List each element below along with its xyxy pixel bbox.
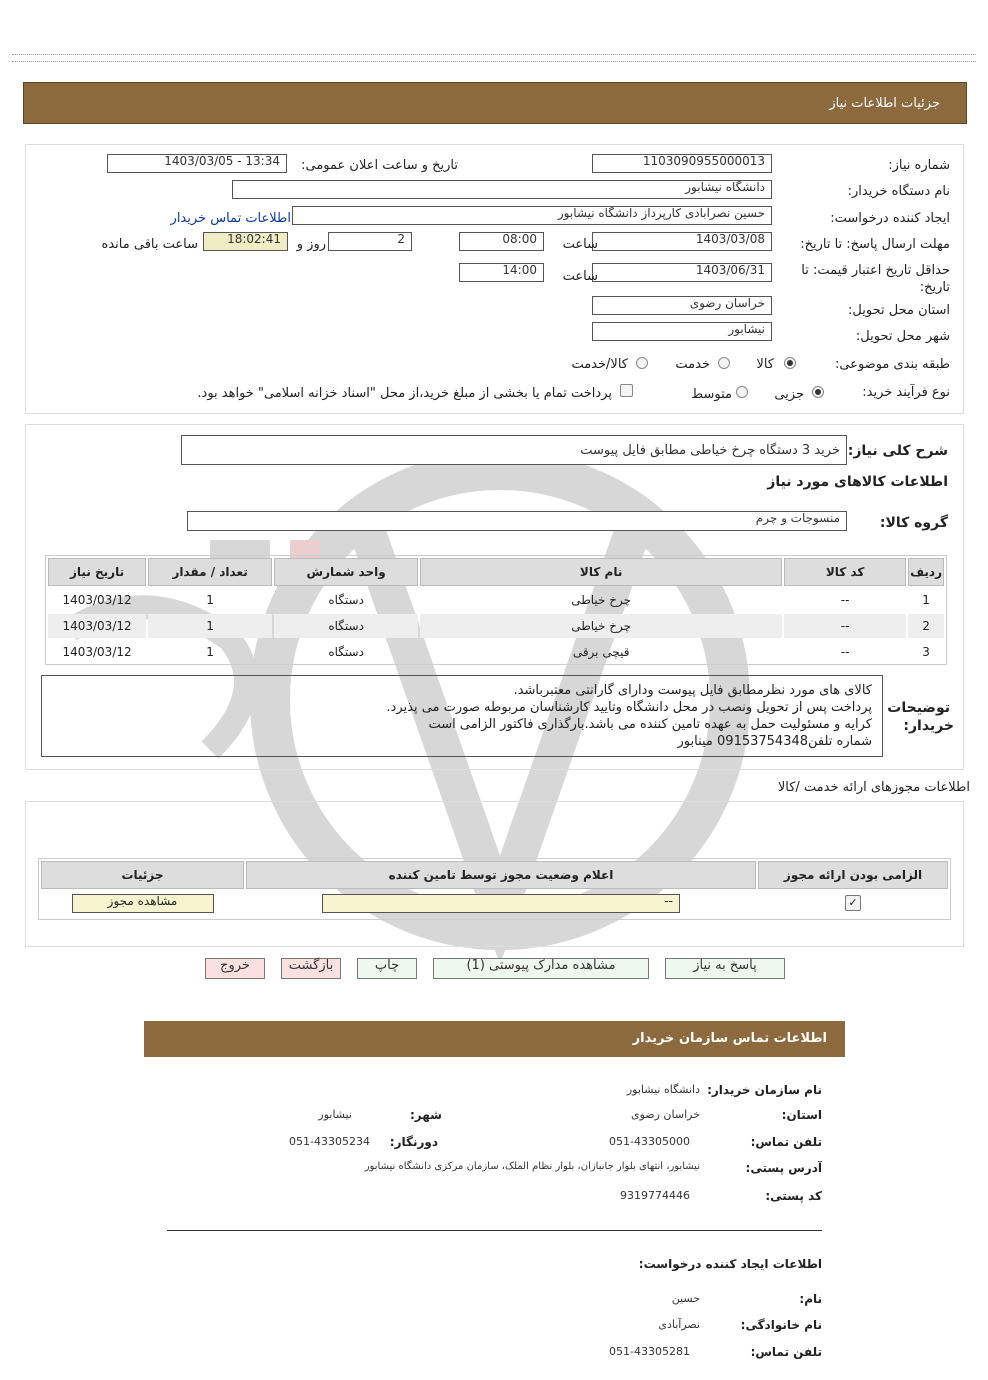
goods-table — [46, 556, 946, 666]
creator-label: ایجاد کننده درخواست: — [830, 211, 950, 226]
buyer-contact-link[interactable]: اطلاعات تماس خریدار — [170, 211, 291, 226]
table-row — [48, 614, 944, 638]
buyer-notes-box — [41, 675, 883, 757]
cell-name: چرخ خیاطی — [420, 614, 782, 638]
validity-date-field: 1403/06/31 — [592, 263, 772, 282]
permit-status-field: -- — [322, 894, 680, 913]
cell-date: 1403/03/12 — [48, 614, 146, 638]
col-details: جزئیات — [41, 861, 244, 889]
notes-line: پرداخت پس از تحویل ونصب در محل دانشگاه وتایید کارشناسان مربوطه صورت می پذیرد. — [386, 700, 872, 715]
notes-line: کالای های مورد نظرمطابق فایل پیوست ودارای گارانتی معتبرباشد. — [513, 683, 872, 698]
exit-button[interactable]: خروج — [205, 958, 265, 979]
contact-province-value: خراسان رضوی — [630, 1108, 700, 1121]
deadline-label: مهلت ارسال پاسخ: تا تاریخ: — [800, 237, 950, 252]
creator-name-label: نام: — [799, 1292, 822, 1306]
contact-address-value: نیشابور، انتهای بلوار جانبازان، بلوار نظام الملک، سازمان مرکزی دانشگاه نیشابور — [364, 1161, 700, 1172]
contact-header-bar — [144, 1021, 845, 1057]
cell-row: 2 — [908, 614, 944, 638]
validity-label: حداقل تاریخ اعتبار قیمت: تا تاریخ: — [801, 263, 950, 295]
days-remaining-field: 2 — [328, 232, 412, 251]
table-row — [48, 640, 944, 664]
buyer-org-label: نام دستگاه خریدار: — [847, 184, 950, 199]
cell-code: -- — [840, 593, 850, 607]
contact-divider — [167, 1230, 822, 1231]
need-number-label: شماره نیاز: — [888, 158, 950, 173]
page-title: جزئیات اطلاعات نیاز — [829, 96, 940, 111]
table-row — [48, 588, 944, 612]
cell-status — [246, 891, 756, 915]
creator-info-title: اطلاعات ایجاد کننده درخواست: — [638, 1257, 822, 1271]
category-goods-text: کالا — [756, 357, 774, 372]
reply-button[interactable]: پاسخ به نیاز — [665, 958, 785, 979]
cell-row: 3 — [922, 645, 930, 659]
announce-date-field: 1403/03/05 - 13:34 — [107, 154, 287, 173]
cell-row: 1 — [922, 593, 930, 607]
process-medium-radio[interactable] — [736, 386, 748, 398]
contact-address-label: آدرس پستی: — [745, 1161, 822, 1175]
col-qty: تعداد / مقدار — [148, 558, 272, 586]
category-goods-radio[interactable] — [784, 357, 796, 369]
contact-city-label: شهر: — [410, 1108, 442, 1122]
cell-qty: 1 — [206, 645, 214, 659]
summary-field: خرید 3 دستگاه چرخ خیاطی مطابق فایل پیوست — [181, 435, 847, 465]
goods-group-field: منسوجات و چرم — [187, 511, 847, 531]
contact-phone-label: تلفن تماس: — [750, 1135, 822, 1149]
contact-city-value: نیشابور — [318, 1108, 352, 1121]
cell-name: چرخ خیاطی — [571, 593, 632, 607]
deadline-date-field: 1403/03/08 — [592, 232, 772, 251]
summary-label: شرح کلی نیاز: — [847, 443, 948, 459]
contact-postal-label: کد پستی: — [765, 1189, 822, 1203]
print-button[interactable]: چاپ — [357, 958, 417, 979]
deadline-time-field: 08:00 — [459, 232, 544, 251]
notes-line: کرایه و مسئولیت حمل به عهده تامین کننده می باشد.بارگذاری فاکتور الزامی است — [428, 717, 872, 732]
contact-org-value: دانشگاه نیشابور — [626, 1083, 700, 1096]
announce-date-label: تاریخ و ساعت اعلان عمومی: — [301, 158, 458, 173]
permits-title: اطلاعات مجوزهای ارائه خدمت /کالا — [777, 780, 970, 795]
cell-required — [758, 891, 948, 915]
category-service-text: خدمت — [675, 357, 710, 372]
contact-title: اطلاعات تماس سازمان خریدار — [632, 1031, 827, 1046]
goods-table-header — [48, 558, 944, 586]
view-permit-button[interactable]: مشاهده مجوز — [72, 894, 214, 913]
category-both-text: کالا/خدمت — [571, 357, 628, 372]
city-label: شهر محل تحویل: — [855, 329, 950, 344]
remaining-time-field: 18:02:41 — [203, 232, 288, 251]
top-divider — [12, 54, 976, 62]
contact-fax-label: دورنگار: — [389, 1135, 438, 1149]
cell-name: قیچی برقی — [572, 645, 630, 659]
required-check-icon: ✓ — [845, 895, 861, 911]
notes-label-2: خریدار: — [903, 718, 954, 734]
cell-qty: 1 — [206, 593, 214, 607]
goods-section-title: اطلاعات کالاهای مورد نیاز — [767, 474, 948, 490]
process-medium-text: متوسط — [691, 387, 732, 402]
page-header-bar — [23, 82, 967, 124]
contact-org-label: نام سازمان خریدار: — [707, 1083, 822, 1097]
cell-date: 1403/03/12 — [62, 593, 132, 607]
process-label: نوع فرآیند خرید: — [862, 385, 950, 400]
cell-code: -- — [840, 645, 850, 659]
contact-phone-value: 051-43305000 — [609, 1135, 690, 1148]
view-attachments-button[interactable]: مشاهده مدارک پیوستی (1) — [433, 958, 649, 979]
table-row — [41, 891, 948, 915]
category-label: طبقه بندی موضوعی: — [834, 357, 950, 372]
validity-time-field: 14:00 — [459, 263, 544, 282]
cell-qty: 1 — [148, 614, 272, 638]
creator-family-value: نصرآبادی — [658, 1318, 700, 1331]
cell-date: 1403/03/12 — [62, 645, 132, 659]
need-number-field: 1103090955000013 — [592, 154, 772, 173]
contact-postal-value: 9319774446 — [620, 1189, 690, 1202]
process-minor-text: جزیی — [774, 387, 804, 402]
col-row: ردیف — [908, 558, 944, 586]
cell-unit: دستگاه — [328, 593, 364, 607]
creator-family-label: نام خانوادگی: — [740, 1318, 822, 1332]
creator-phone-label: تلفن تماس: — [750, 1345, 822, 1359]
creator-phone-value: 051-43305281 — [609, 1345, 690, 1358]
cell-unit: دستگاه — [274, 614, 418, 638]
creator-field: حسین نصرآبادی کارپرداز دانشگاه نیشابور — [292, 206, 772, 225]
col-unit: واحد شمارش — [274, 558, 418, 586]
col-status: اعلام وضعیت مجوز توسط تامین کننده — [246, 861, 756, 889]
cell-details — [41, 891, 244, 915]
remaining-time-label: ساعت باقی مانده — [101, 237, 198, 252]
province-field: خراسان رضوی — [592, 296, 772, 315]
contact-province-label: استان: — [781, 1108, 822, 1122]
cell-unit: دستگاه — [328, 645, 364, 659]
permits-table — [39, 859, 950, 917]
col-name: نام کالا — [420, 558, 782, 586]
back-button[interactable]: بازگشت — [281, 958, 341, 979]
treasury-payment-checkbox[interactable] — [620, 384, 633, 397]
city-field: نیشابور — [592, 322, 772, 341]
treasury-payment-text: پرداخت تمام یا بخشی از مبلغ خرید،از محل "اسناد خزانه اسلامی" خواهد بود. — [197, 386, 612, 401]
creator-name-value: حسین — [671, 1292, 700, 1305]
col-date: تاریخ نیاز — [48, 558, 146, 586]
goods-table-frame — [45, 555, 947, 665]
notes-label-1: توضیحات — [887, 700, 950, 716]
process-minor-radio[interactable] — [812, 386, 824, 398]
contact-fax-value: 051-43305234 — [289, 1135, 370, 1148]
buyer-org-field: دانشگاه نیشابور — [232, 180, 772, 199]
category-both-radio[interactable] — [636, 357, 648, 369]
col-code: کد کالا — [784, 558, 906, 586]
notes-line: شماره تلفن09153754348 مینابور — [677, 734, 872, 749]
permits-table-header — [41, 861, 948, 889]
province-label: استان محل تحویل: — [848, 303, 950, 318]
col-required: الزامی بودن ارائه مجوز — [758, 861, 948, 889]
validity-time-label: ساعت — [562, 269, 598, 284]
cell-code: -- — [784, 614, 906, 638]
permits-table-frame — [38, 858, 951, 920]
deadline-time-label: ساعت — [562, 237, 598, 252]
goods-group-label: گروه کالا: — [879, 515, 948, 531]
category-service-radio[interactable] — [718, 357, 730, 369]
days-label: روز و — [296, 237, 326, 252]
